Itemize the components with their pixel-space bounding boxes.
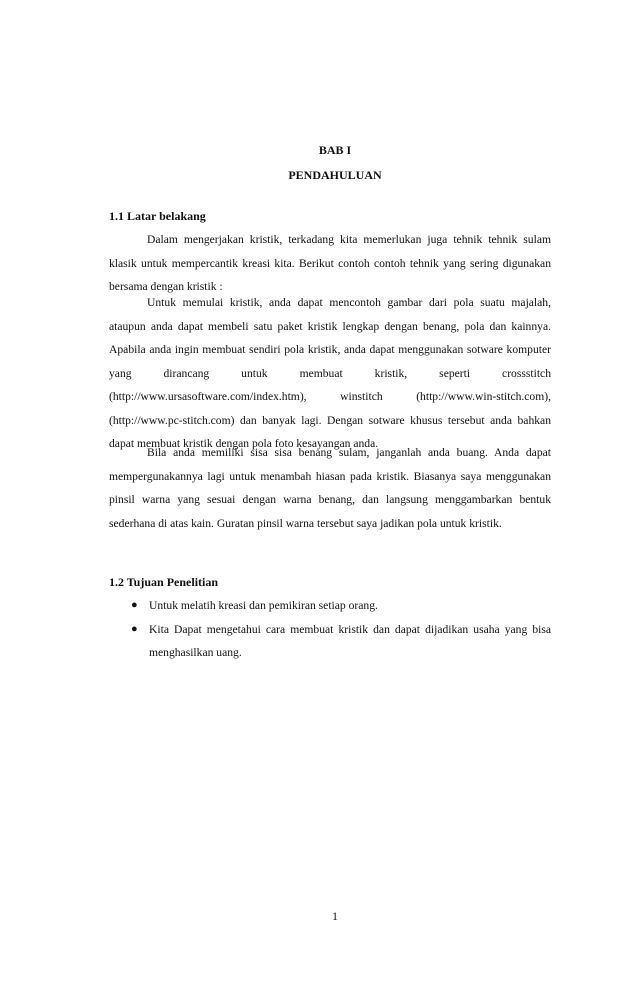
section-heading-tujuan-penelitian: 1.2 Tujuan Penelitian: [109, 575, 219, 589]
paragraph-sisa-benang: Bila anda memiliki sisa sisa benang sulam, janganlah anda buang. Anda dapat mempergunakannya lagi untuk menambah hiasan pada kristik. Biasanya saya menggunakan pinsil warna yang sesuai dengan warna benang, dan langsung menggambarkan bentuk sederhana di atas kain. Guratan pinsil warna tersebut saya jadikan pola untuk kristik.: [109, 446, 551, 530]
paragraph-memulai-kristik: Untuk memulai kristik, anda dapat mencontoh gambar dari pola suatu majalah, ataupun anda dapat membeli satu paket kristik lengkap dengan benang, pola dan kainnya. Apabila anda ingin membuat sendiri pola kristik, anda dapat menggunakan sotware komputer yang dirancang untuk membuat kristik, seperti crossstitch (http://www.ursasoftware.com/index.htm), winstitch (http://www.win-stitch.com), (http://www.pc-stitch.com) dan banyak lagi. Dengan sotware khusus tersebut anda bahkan dapat membuat kristik dengan pola foto kesayangan anda.: [109, 296, 551, 450]
bullet-icon: ●: [131, 622, 138, 635]
list-item: [109, 618, 551, 665]
list-item-text: Kita Dapat mengetahui cara membuat kristik dan dapat dijadikan usaha yang bisa menghasilkan uang.: [149, 622, 551, 659]
chapter-label: BAB I: [318, 143, 352, 157]
chapter-title: PENDAHULUAN: [288, 168, 382, 182]
bullet-icon: ●: [131, 599, 138, 611]
page-number: 1: [332, 909, 338, 923]
paragraph-intro: Dalam mengerjakan kristik, terkadang kita memerlukan juga tehnik tehnik sulam klasik untuk mempercantik kreasi kita. Berikut contoh contoh tehnik yang sering digunakan bersama dengan kristik :: [109, 233, 551, 293]
objectives-list: [109, 594, 551, 665]
list-item-text: Untuk melatih kreasi dan pemikiran setiap orang.: [149, 599, 378, 612]
section-heading-latar-belakang: 1.1 Latar belakang: [109, 209, 206, 223]
list-item: [109, 594, 551, 618]
